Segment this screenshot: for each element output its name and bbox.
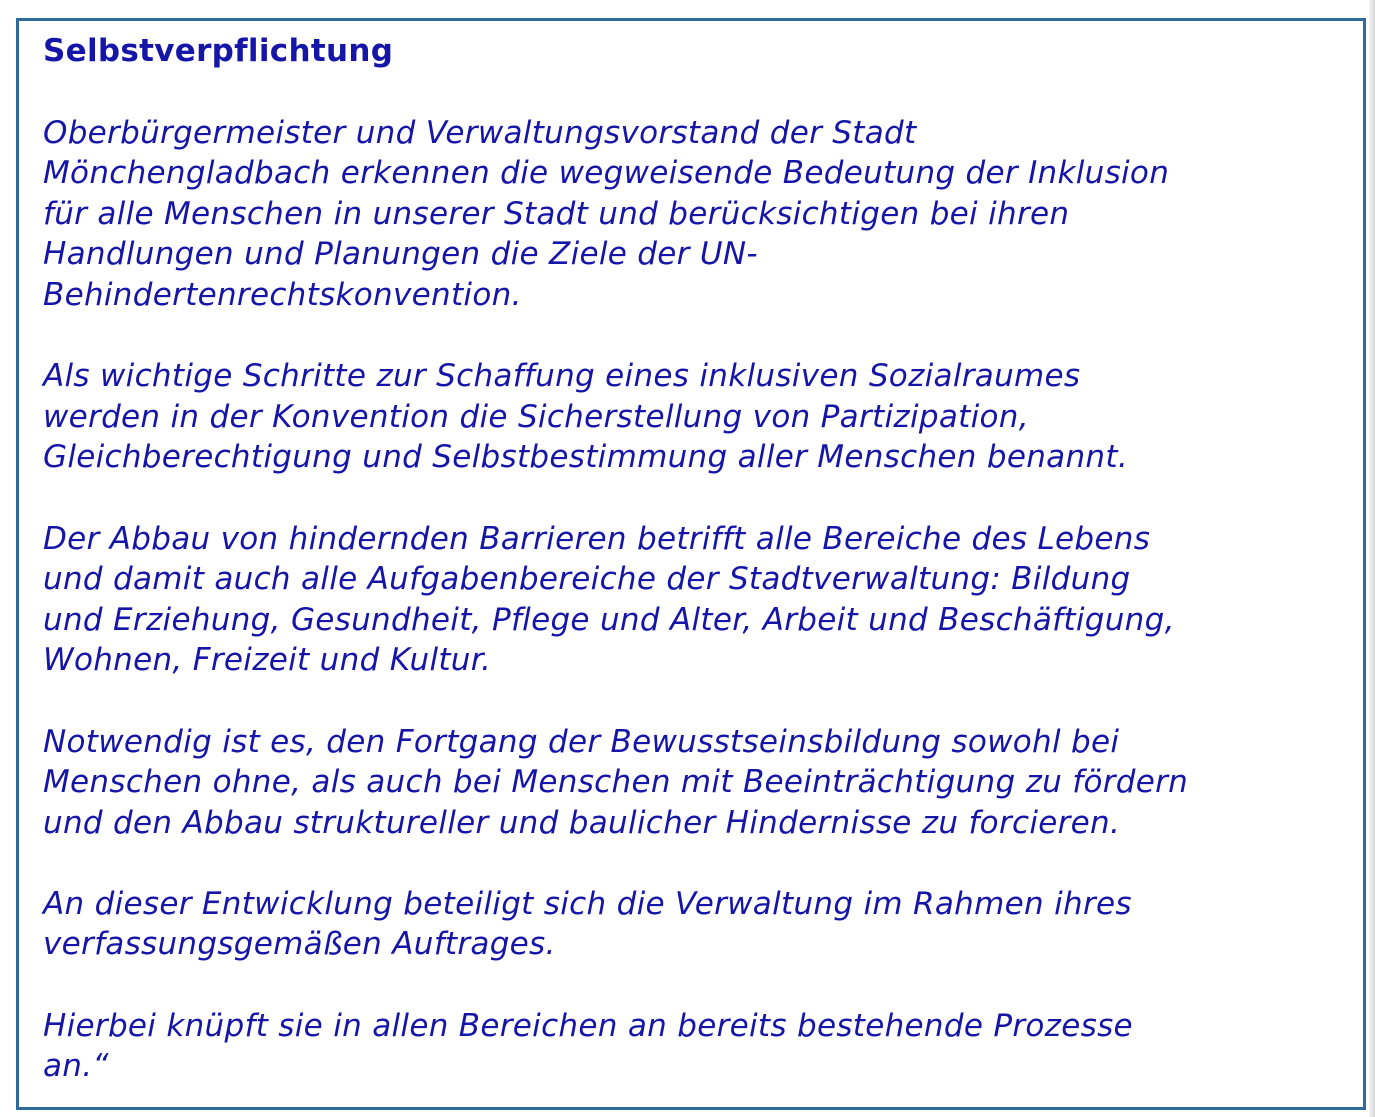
paragraph-gap [43,965,1353,1006]
page-right-edge [1369,0,1375,1117]
document-title: Selbstverpflichtung [43,33,394,69]
paragraph-commitment: Oberbürgermeister und Verwaltungsvorstand der Stadt Mönchengladbach erkennen die wegweisende Bedeutung der Inklusion für alle Menschen in unserer Stadt und berücksichtigen bei ihren Handlungen und Planungen die Ziele der UN- Behindertenrechtskonvention. [43,114,1170,313]
text-box-content [43,31,1353,1087]
paragraph-awareness: Notwendig ist es, den Fortgang der Bewusstseinsbildung sowohl bei Menschen ohne, als auch bei Menschen mit Beeinträchtigung zu fördern und den Abbau struktureller und baulicher Hindernisse zu forcieren. [43,723,1189,841]
paragraph-barriers: Der Abbau von hindernden Barrieren betrifft alle Bereiche des Lebens und damit auch alle Aufgabenbereiche der Stadtverwaltung: Bildung und Erziehung, Gesundheit, Pflege und Alter, Arbeit und Beschäftigung, Wohnen, Freizeit und Kultur. [43,520,1175,679]
paragraph-steps: Als wichtige Schritte zur Schaffung eines inklusiven Sozialraumes werden in der Konvention die Sicherstellung von Partizipation, Gleichberechtigung und Selbstbestimmung aller Menschen benannt. [43,358,1128,476]
paragraph-gap [43,316,1353,357]
paragraph-gap [43,681,1353,722]
paragraph-gap [43,478,1353,519]
paragraph-gap [43,843,1353,884]
paragraph-processes: Hierbei knüpft sie in allen Bereichen an bereits bestehende Prozesse an.“ [43,1007,1133,1085]
paragraph-administration: An dieser Entwicklung beteiligt sich die Verwaltung im Rahmen ihres verfassungsgemäßen Auftrages. [43,885,1132,963]
paragraph-gap [43,72,1353,113]
text-box-frame [16,18,1366,1110]
